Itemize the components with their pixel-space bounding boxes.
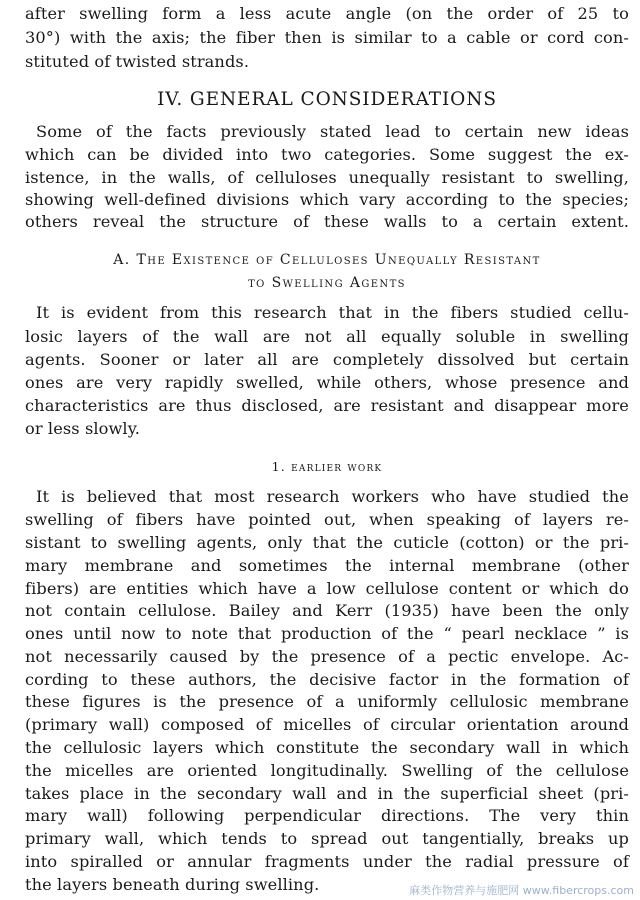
paragraph-line: losic layers of the wall are not all equally soluble in swelling [25,327,629,346]
paragraph-line: agents. Sooner or later all are completely dissolved but certain [25,350,629,369]
paragraph-line: these figures is the presence of a uniformly cellulosic membrane [25,692,629,711]
paragraph-line: the micelles are oriented longitudinally. Swelling of the cellulose [25,761,629,780]
text-line: 30°) with the axis; the fiber then is similar to a cable or cord con- [25,28,629,47]
paragraph-line: ones are very rapidly swelled, while others, whose presence and [25,373,629,392]
paragraph-line: swelling of fibers have pointed out, when speaking of layers re- [25,510,629,529]
text-line: stituted of twisted strands. [25,52,250,71]
text-line: after swelling form a less acute angle (on the order of 25 to [25,4,629,23]
paragraph-line: mary membrane and sometimes the internal membrane (other [25,556,629,575]
paragraph-line: takes place in the secondary wall and in the superficial sheet (pri- [25,784,629,803]
paragraph-line: or less slowly. [25,419,141,438]
numbered-heading: 1. earlier work [271,459,383,474]
paragraph-line: the layers beneath during swelling. [25,875,320,894]
subsection-heading-line: to Swelling Agents [248,275,406,291]
paragraph-line: Some of the facts previously stated lead to certain new ideas [36,122,629,141]
paragraph-line: It is believed that most research workers who have studied the [36,487,629,506]
subsection-heading-line: A. The Existence of Celluloses Unequally Resistant [113,252,541,268]
paragraph-line: It is evident from this research that in the fibers studied cellu- [36,303,629,322]
paragraph-line: fibers) are entities which have a low cellulose content or which do [25,579,629,598]
paragraph-line: (primary wall) composed of micelles of circular orientation around [25,715,629,734]
paragraph-line: showing well-defined divisions which vary according to the species; [25,190,629,209]
paragraph-line: sistant to swelling agents, only that the cuticle (cotton) or the pri- [25,533,629,552]
paragraph-line: primary wall, which tends to spread out tangentially, breaks up [25,829,629,848]
paragraph-line: into spiralled or annular fragments under the radial pressure of [25,852,629,871]
paragraph-line: not necessarily caused by the presence of a pectic envelope. Ac- [25,647,629,666]
site-watermark: 麻类作物营养与施肥网 www.fibercrops.com [409,884,634,897]
paragraph-line: istence, in the walls, of celluloses unequally resistant to swelling, [25,168,629,187]
paragraph-line: which can be divided into two categories. Some suggest the ex- [25,145,629,164]
paragraph-line: cording to these authors, the decisive factor in the formation of [25,670,629,689]
paragraph-line: others reveal the structure of these walls to a certain extent. [25,212,629,231]
section-heading: IV. GENERAL CONSIDERATIONS [157,89,497,110]
paragraph-line: characteristics are thus disclosed, are resistant and disappear more [25,396,629,415]
paragraph-line: mary wall) following perpendicular directions. The very thin [25,806,629,825]
paragraph-line: not contain cellulose. Bailey and Kerr (1935) have been the only [25,601,629,620]
paragraph-line: ones until now to note that production of the “ pearl necklace ” is [25,624,629,643]
paragraph-line: the cellulosic layers which constitute the secondary wall in which [25,738,629,757]
